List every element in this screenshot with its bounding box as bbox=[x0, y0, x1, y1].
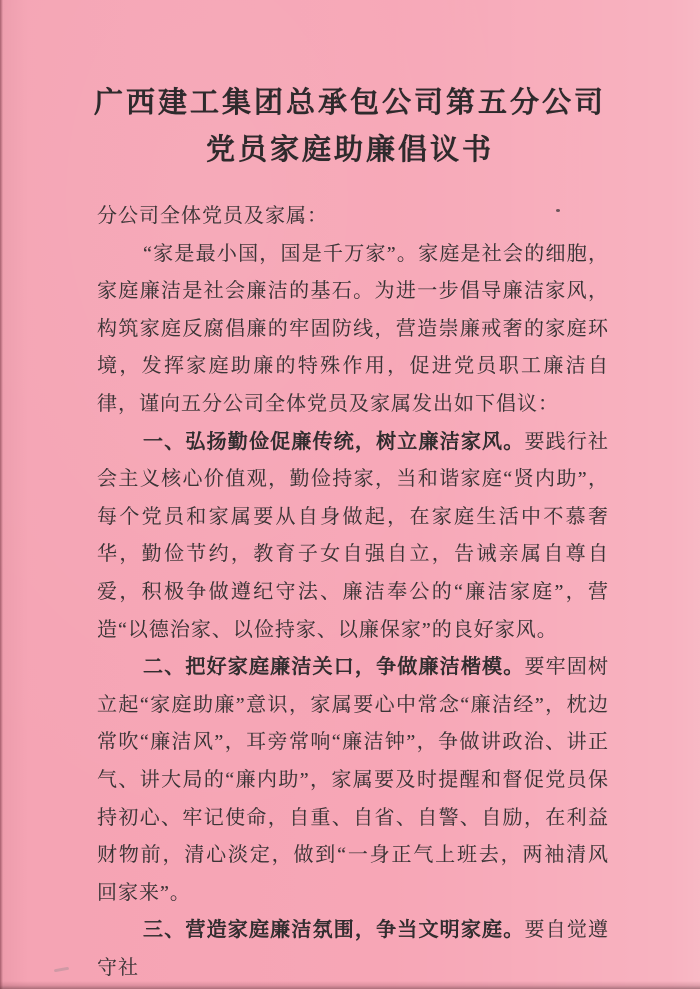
paragraph-item-3 bbox=[97, 912, 609, 987]
document-title-line-2: 党员家庭助廉倡议书 bbox=[205, 134, 494, 166]
document-title-line-1: 广西建工集团总承包公司第五分公司 bbox=[93, 87, 606, 119]
document-body bbox=[97, 198, 609, 987]
paragraph-item-2-text: 要牢固树立起“家庭助廉”意识，家属要心中常念“廉洁经”，枕边常吹“廉洁风”，耳旁常响“廉洁钟”，争做讲政治、讲正气、讲大局的“廉内助”，家属要及时提醒和督促党员保持初心、牢记使命，自重、自省、自警、自励，在利益财物前，清心淡定，做到“一身正气上班去，两袖清风回家来”。 bbox=[97, 656, 610, 904]
paragraph-item-2-heading: 二、把好家庭廉洁关口，争做廉洁楷模。 bbox=[143, 656, 525, 679]
paragraph-intro-text: “家是最小国，国是千万家”。家庭是社会的细胞，家庭廉洁是社会廉洁的基石。为进一步倡导廉洁家风，构筑家庭反腐倡廉的牢固防线，营造崇廉戒奢的家庭环境，发挥家庭助廉的特殊作用，促进党员职工廉洁自律，谨向五分公司全体党员及家属发出如下倡议： bbox=[97, 242, 609, 415]
salutation-line: 分公司全体党员及家属： bbox=[97, 205, 328, 227]
document-title bbox=[0, 0, 700, 174]
paragraph-item-1 bbox=[97, 424, 609, 650]
paragraph-item-3-heading: 三、营造家庭廉洁氛围，争当文明家庭。 bbox=[143, 919, 525, 942]
paragraph-intro bbox=[97, 236, 609, 424]
paragraph-item-3-text: 要自觉遵守社 bbox=[97, 919, 610, 979]
paragraph-item-1-text: 要践行社会主义核心价值观，勤俭持家，当和谐家庭“贤内助”，每个党员和家属要从自身做起，在家庭生活中不慕奢华，勤俭节约，教育子女自强自立，告诫亲属自尊自爱，积极争做遵纪守法、廉洁奉公的“廉洁家庭”，营造“以德治家、以俭持家、以廉保家”的良好家风。 bbox=[97, 430, 610, 641]
paragraph-item-2 bbox=[97, 649, 609, 912]
paragraph-item-1-heading: 一、弘扬勤俭促廉传统，树立廉洁家风。 bbox=[143, 430, 525, 453]
scan-speck-smudge bbox=[54, 967, 69, 973]
